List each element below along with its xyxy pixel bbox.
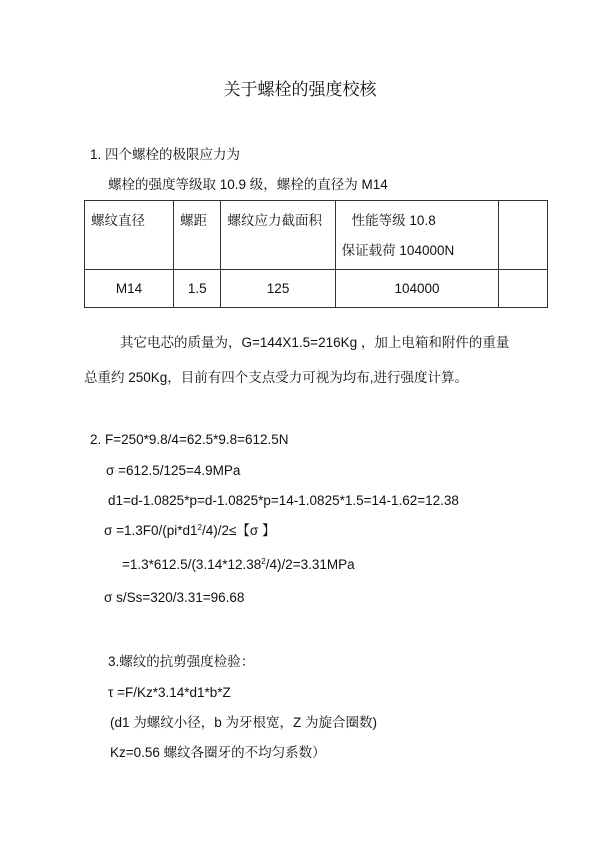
header-proof-load: 保证载荷 104000N — [341, 243, 455, 258]
section-3-heading: 3.螺纹的抗剪强度检验： — [108, 654, 255, 669]
strength-calc-b: /4)/2=3.31MPa — [265, 557, 355, 572]
tau-formula: τ =F/Kz*3.14*d1*b*Z — [108, 685, 231, 700]
header-performance-grade: 性能等级 10.8 — [351, 213, 436, 228]
header-pitch: 螺距 — [173, 201, 221, 270]
section-2-heading: 2. F=250*9.8/4=62.5*9.8=612.5N — [90, 432, 289, 447]
cell-diameter: M14 — [85, 270, 174, 308]
strength-calc-a: =1.3*612.5/(3.14*12.38 — [122, 557, 262, 572]
section-1-heading: 1. 四个螺栓的极限应力为 — [90, 147, 241, 162]
section-1-intro: 螺栓的强度等级取 10.9 级，螺栓的直径为 M14 — [108, 177, 388, 192]
table-row — [85, 270, 548, 308]
header-empty — [499, 201, 548, 270]
header-grade-load — [335, 201, 499, 270]
document-title: 关于螺栓的强度校核 — [223, 80, 377, 100]
strength-formula-b: /4)/2≤【σ 】 — [201, 523, 276, 538]
strength-formula-a: σ =1.3F0/(pi*d1 — [104, 523, 198, 538]
cell-load: 104000 — [335, 270, 499, 308]
kz-note: Kz=0.56 螺纹各圈牙的不均匀系数） — [110, 745, 326, 760]
variable-note: (d1 为螺纹小径，b 为牙根宽，Z 为旋合圈数) — [110, 715, 378, 730]
strength-calc-exponent: 2 — [261, 557, 266, 566]
strength-formula — [104, 522, 275, 540]
bolt-spec-table — [84, 200, 548, 308]
safety-ratio: σ s/Ss=320/3.31=96.68 — [104, 590, 245, 605]
header-thread-diameter: 螺纹直径 — [85, 201, 174, 270]
strength-calc — [122, 556, 355, 574]
table-header-row — [85, 201, 548, 270]
header-stress-area: 螺纹应力截面积 — [221, 201, 335, 270]
cell-empty — [499, 270, 548, 308]
cell-area: 125 — [221, 270, 335, 308]
d1-line: d1=d-1.0825*p=d-1.0825*p=14-1.0825*1.5=14-1.62=12.38 — [108, 493, 459, 508]
paragraph-line-2: 总重约 250Kg，目前有四个支点受力可视为均布,进行强度计算。 — [84, 370, 469, 385]
strength-formula-exponent: 2 — [197, 523, 202, 532]
sigma-line: σ =612.5/125=4.9MPa — [106, 463, 241, 478]
paragraph-line-1: 其它电芯的质量为，G=144X1.5=216Kg ，加上电箱和附件的重量 — [120, 335, 510, 350]
cell-pitch: 1.5 — [173, 270, 221, 308]
